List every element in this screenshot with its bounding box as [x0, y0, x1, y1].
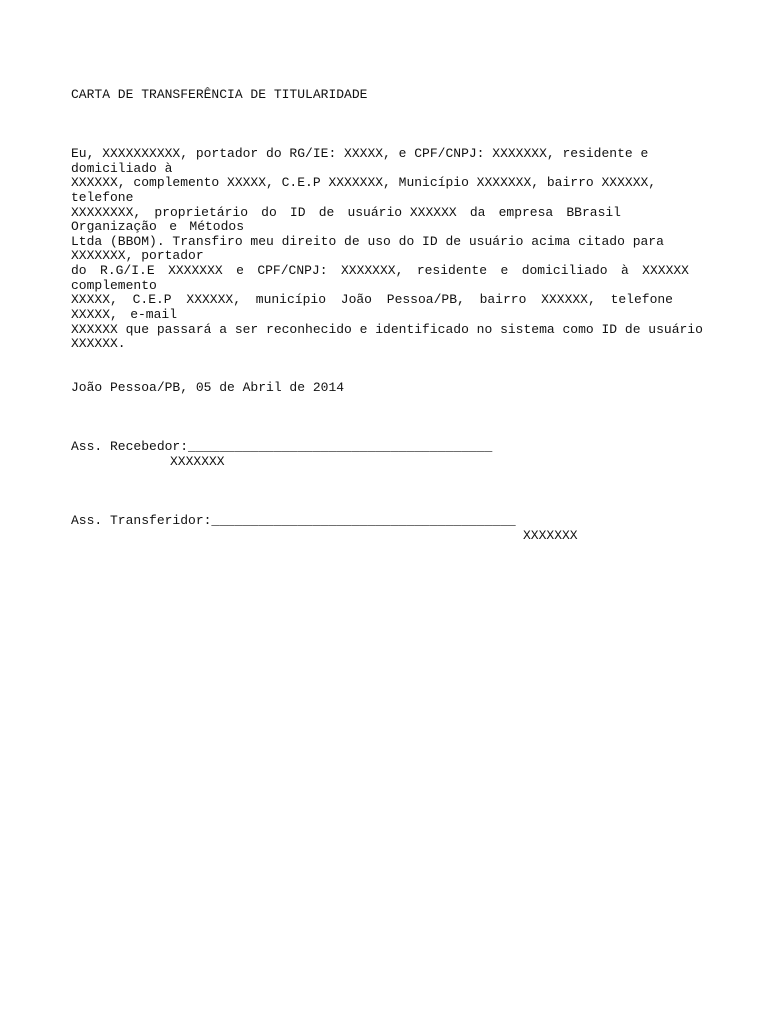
- word: Pessoa/PB,: [386, 292, 465, 307]
- body-line-7: Ltda (BBOM). Transfiro meu direito de uso do ID de usuário acima citado para: [71, 234, 664, 249]
- word: bairro: [479, 292, 527, 307]
- word: XXXXXXXX,: [71, 205, 142, 220]
- body-line-9: [71, 263, 689, 278]
- word: BBrasil: [566, 205, 621, 220]
- body-line-1: Eu, XXXXXXXXXX, portador do RG/IE: XXXXX, e CPF/CNPJ: XXXXXXX, residente e: [71, 146, 649, 161]
- word: residente: [416, 263, 488, 278]
- body-line-10: complemento: [71, 278, 157, 293]
- word: município: [255, 292, 326, 307]
- word: e: [169, 219, 178, 234]
- word: João: [340, 292, 372, 307]
- place-date: João Pessoa/PB, 05 de Abril de 2014: [71, 380, 345, 395]
- body-line-2: domiciliado à: [71, 161, 173, 176]
- word: XXXXXX: [642, 263, 689, 278]
- body-line-12: [71, 307, 177, 322]
- word: CPF/CNPJ:: [257, 263, 328, 278]
- word: do: [71, 263, 87, 278]
- transferor-name: XXXXXXX: [523, 528, 578, 543]
- body-line-3: XXXXXX, complemento XXXXX, C.E.P XXXXXXX, Município XXXXXXX, bairro XXXXXX,: [71, 175, 657, 190]
- word: à: [620, 263, 629, 278]
- word: usuário XXXXXX: [347, 205, 457, 220]
- receiver-name: XXXXXXX: [170, 454, 225, 469]
- word: domiciliado: [521, 263, 608, 278]
- word: XXXXX,: [71, 307, 118, 322]
- word: de: [318, 205, 335, 220]
- word: do: [261, 205, 277, 220]
- document-title: CARTA DE TRANSFERÊNCIA DE TITULARIDADE: [71, 87, 368, 102]
- word: XXXXXXX: [168, 263, 223, 278]
- body-line-14: XXXXXX.: [71, 336, 126, 351]
- body-line-11: [71, 292, 673, 307]
- word: Organização: [71, 219, 157, 234]
- body-line-8: XXXXXXX, portador: [71, 248, 204, 263]
- word: e: [236, 263, 244, 278]
- word: e-mail: [130, 307, 177, 322]
- word: empresa: [498, 205, 554, 220]
- transferor-signature-line: Ass. Transferidor:_______________________________________: [71, 513, 516, 528]
- word: C.E.P: [132, 292, 172, 307]
- body-line-6: [71, 219, 244, 234]
- body-line-13: XXXXXX que passará a ser reconhecido e identificado no sistema como ID de usuário: [71, 322, 703, 337]
- word: XXXXXX,: [186, 292, 241, 307]
- body-line-5: [71, 205, 621, 220]
- word: proprietário: [154, 205, 248, 220]
- word: R.G/I.E: [100, 263, 155, 278]
- word: XXXXX,: [71, 292, 118, 307]
- receiver-signature-line: Ass. Recebedor:_______________________________________: [71, 439, 493, 454]
- word: ID: [289, 205, 306, 220]
- word: XXXXXXX,: [340, 263, 404, 278]
- word: e: [500, 263, 509, 278]
- word: Métodos: [189, 219, 244, 234]
- word: da: [469, 205, 486, 220]
- body-line-4: telefone: [71, 190, 134, 205]
- word: telefone: [610, 292, 673, 307]
- word: XXXXXX,: [541, 292, 596, 307]
